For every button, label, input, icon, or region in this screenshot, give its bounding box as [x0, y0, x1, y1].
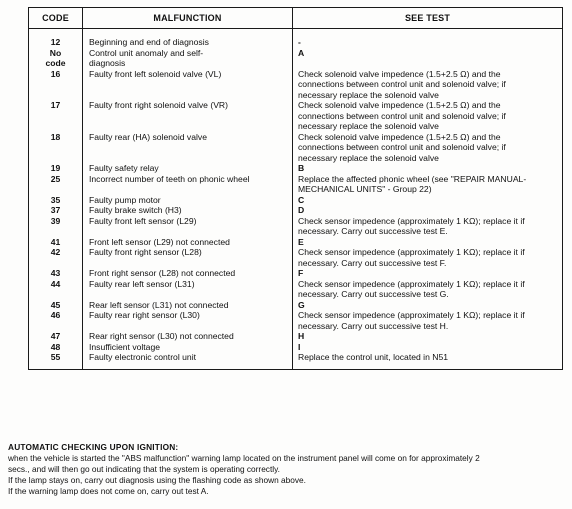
code-value: 48: [50, 341, 61, 352]
malfunction-text: Rear left sensor (L31) not connected: [89, 299, 229, 310]
code-value: 47: [50, 331, 61, 341]
malfunction-text: Faulty rear left sensor (L31): [89, 278, 195, 289]
code-column: [29, 29, 83, 370]
malfunction-text: Faulty brake switch (H3): [89, 205, 182, 215]
code-value: 35: [50, 194, 61, 205]
malfunction-text: Rear right sensor (L30) not connected: [89, 331, 234, 341]
table-body-row: [29, 29, 563, 370]
test-instruction: Check sensor impedence (approximately 1 KΩ); replace it if: [298, 278, 525, 289]
test-reference: H: [298, 331, 305, 341]
test-instruction: MECHANICAL UNITS" - Group 22): [298, 184, 432, 194]
test-instruction: connections between control unit and solenoid valve; if: [298, 110, 506, 121]
test-reference: D: [298, 205, 305, 215]
malfunction-text: Incorrect number of teeth on phonic wheel: [89, 173, 250, 184]
table-header-row: [29, 8, 563, 29]
test-instruction: Replace the control unit, located in N51: [298, 352, 449, 362]
malfunction-text: Faulty front right sensor (L28): [89, 247, 202, 257]
test-instruction: Check solenoid valve impedence (1.5+2.5 Ω) and the: [298, 131, 501, 142]
test-instruction: necessary. Carry out successive test H.: [298, 320, 449, 331]
code-value: 18: [50, 131, 61, 142]
test-instruction: necessary replace the solenoid valve: [298, 152, 439, 163]
test-instruction: connections between control unit and solenoid valve; if: [298, 142, 506, 152]
malfunction-text: Front left sensor (L29) not connected: [89, 236, 230, 247]
code-value: 19: [50, 163, 61, 173]
paragraph-line: when the vehicle is started the "ABS malfunction" warning lamp located on the instrument panel will come on for approximately 2: [8, 453, 480, 463]
code-value: 55: [50, 352, 61, 362]
column-header-malfunction: MALFUNCTION: [83, 8, 293, 29]
test-instruction: Check sensor impedence (approximately 1 KΩ); replace it if: [298, 215, 525, 226]
malfunction-text: Faulty rear right sensor (L30): [89, 310, 200, 320]
code-value: 43: [50, 268, 61, 278]
test-reference: F: [298, 268, 304, 278]
malfunction-text: Front right sensor (L28) not connected: [89, 268, 236, 278]
code-value: 44: [50, 278, 61, 289]
code-value: 12: [50, 37, 61, 47]
test-reference: C: [298, 194, 305, 205]
code-value: 37: [50, 205, 61, 215]
test-reference: A: [298, 47, 305, 58]
section-heading: AUTOMATIC CHECKING UPON IGNITION:: [8, 442, 179, 452]
code-value: code: [45, 58, 66, 68]
automatic-checking-section: [8, 442, 568, 497]
malfunction-text: Control unit anomaly and self-: [89, 47, 204, 58]
see-test-column: [293, 29, 563, 370]
code-value: 39: [50, 215, 61, 226]
test-instruction: Check solenoid valve impedence (1.5+2.5 Ω) and the: [298, 68, 501, 79]
malfunction-text: Faulty front left sensor (L29): [89, 215, 197, 226]
code-value: 46: [50, 310, 61, 320]
malfunction-text: Faulty rear (HA) solenoid valve: [89, 131, 207, 142]
code-value: 41: [50, 236, 61, 247]
malfunction-text: Faulty front right solenoid valve (VR): [89, 100, 228, 110]
test-instruction: necessary replace the solenoid valve: [298, 121, 439, 131]
test-instruction: Check sensor impedence (approximately 1 KΩ); replace it if: [298, 310, 525, 320]
test-reference: -: [298, 37, 301, 47]
test-instruction: necessary. Carry out successive test E.: [298, 226, 448, 236]
fault-code-table: [28, 7, 563, 370]
malfunction-text: Faulty front left solenoid valve (VL): [89, 68, 222, 79]
paragraph-line: secs., and will then go out indicating that the system is operating correctly.: [8, 464, 280, 474]
malfunction-text: Faulty safety relay: [89, 163, 159, 173]
column-header-see-test: SEE TEST: [293, 8, 563, 29]
code-value: 42: [50, 247, 61, 257]
malfunction-column: [83, 29, 293, 370]
test-instruction: necessary replace the solenoid valve: [298, 89, 439, 100]
test-instruction: Check sensor impedence (approximately 1 KΩ); replace it if: [298, 247, 525, 257]
test-reference: B: [298, 163, 305, 173]
test-instruction: necessary. Carry out successive test G.: [298, 289, 449, 299]
test-instruction: Check solenoid valve impedence (1.5+2.5 Ω) and the: [298, 100, 501, 110]
code-value: 25: [50, 173, 61, 184]
malfunction-text: Faulty pump motor: [89, 194, 161, 205]
test-reference: E: [298, 236, 304, 247]
test-instruction: connections between control unit and solenoid valve; if: [298, 79, 506, 89]
code-value: 45: [50, 299, 61, 310]
paragraph-line: If the lamp stays on, carry out diagnosis using the flashing code as shown above.: [8, 475, 306, 485]
malfunction-text: Beginning and end of diagnosis: [89, 37, 209, 47]
code-value: 16: [50, 68, 61, 79]
test-instruction: necessary. Carry out successive test F.: [298, 257, 447, 268]
code-value: No: [49, 47, 62, 58]
malfunction-text: Faulty electronic control unit: [89, 352, 196, 362]
paragraph-line: If the warning lamp does not come on, carry out test A.: [8, 486, 209, 496]
malfunction-text: Insufficient voltage: [89, 341, 161, 352]
column-header-code: CODE: [29, 8, 83, 29]
test-reference: I: [298, 341, 301, 352]
code-value: 17: [50, 100, 61, 110]
test-instruction: Replace the affected phonic wheel (see "REPAIR MANUAL-: [298, 173, 527, 184]
test-reference: G: [298, 299, 305, 310]
malfunction-text: diagnosis: [89, 58, 126, 68]
